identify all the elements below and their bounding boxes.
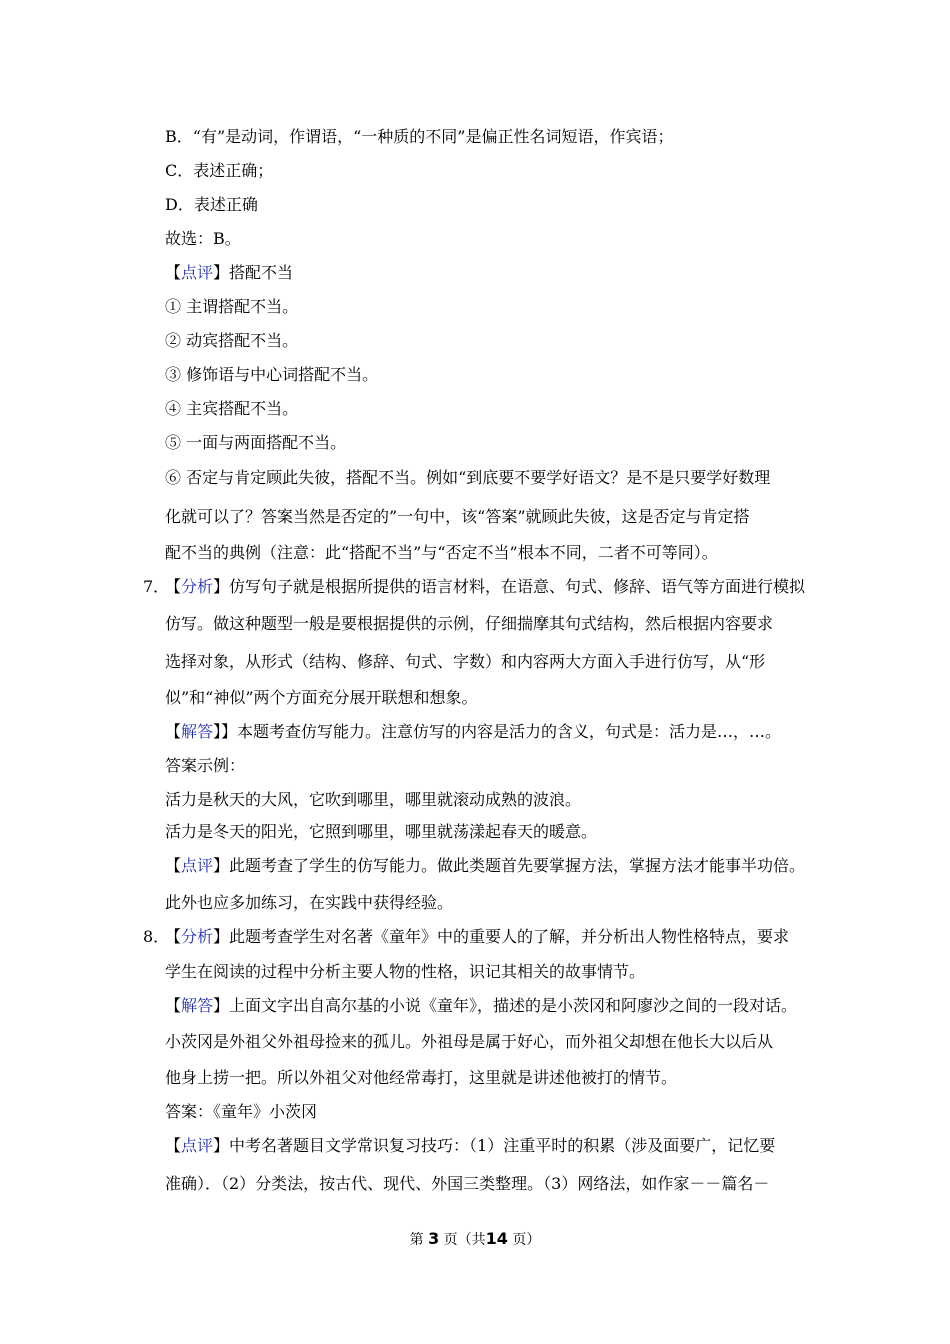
tag-jieda: 解答 [181,996,214,1015]
text-line: 此外也应多加练习，在实践中获得经验。 [165,893,454,912]
comment-line [165,1136,822,1156]
comment-line [165,263,822,283]
text-span: 仿写句子就是根据所提供的语言材料，在语意、句式、修辞、语气等方面进行模拟 [229,577,806,596]
tag-close-bracket: 】 [213,856,230,875]
tag-open-bracket: 【 [165,856,182,875]
tag-dianping: 点评 [181,1136,214,1155]
footer-page-number: 3 [428,1229,440,1248]
tag-jieda: 解答 [181,722,214,741]
text-line: 小茨冈是外祖父外祖母捡来的孤儿。外祖母是属于好心，而外祖父却想在他长大以后从 [165,1032,774,1051]
text-span: 上面文字出自高尔基的小说《童年》，描述的是小茨冈和阿廖沙之间的一段对话。 [229,996,798,1015]
comment-line [165,856,822,876]
text-line: B．“有”是动词，作谓语，“一种质的不同”是偏正性名词短语，作宾语； [165,127,674,146]
footer-total-pages: 14 [485,1229,508,1248]
tag-dianping: 点评 [181,263,214,282]
tag-dianping: 点评 [181,856,214,875]
footer-suffix: 页） [512,1232,541,1248]
text-line: 选择对象，从形式（结构、修辞、句式、字数）和内容两大方面入手进行仿写，从“形 [165,652,766,671]
text-span: 】本题考查仿写能力。注意仿写的内容是活力的含义，句式是：活力是…，…。 [221,722,782,741]
page-footer [0,1229,950,1250]
tag-close-bracket: 】 [213,263,230,282]
answer-line [165,722,822,742]
text-line: 他身上捞一把。所以外祖父对他经常毒打，这里就是讲述他被打的情节。 [165,1068,678,1087]
tag-open-bracket: 【 [165,927,182,946]
footer-middle: 页（共 [443,1232,486,1248]
analysis-line [165,927,822,947]
tag-close-bracket: 】 [213,996,230,1015]
text-span: 此题考查了学生的仿写能力。做此类题首先要掌握方法，掌握方法才能事半功倍。 [229,856,806,875]
text-line: 学生在阅读的过程中分析主要人物的性格，识记其相关的故事情节。 [165,962,646,981]
text-line: D．表述正确 [165,195,258,214]
text-line: 化就可以了？答案当然是否定的”一句中，该“答案”就顾此失彼，这是否定与肯定搭 [165,507,750,526]
text-line: 配不当的典例（注意：此“搭配不当”与“否定不当”根本不同，二者不可等同）。 [165,543,718,562]
text-line: 准确）．（2）分类法，按古代、现代、外国三类整理。（3）网络法，如作家－－篇名－ [165,1174,770,1193]
text-line: 仿写。做这种题型一般是要根据提供的示例，仔细揣摩其句式结构，然后根据内容要求 [165,614,774,633]
text-span: 搭配不当 [229,263,294,282]
tag-close-bracket: 】 [213,577,230,596]
tag-close-bracket: 】 [213,722,222,741]
text-line: 活力是冬天的阳光，它照到哪里，哪里就荡漾起春天的暖意。 [165,822,598,841]
text-line: 活力是秋天的大风，它吹到哪里，哪里就滚动成熟的波浪。 [165,790,582,809]
text-span: 中考名著题目文学常识复习技巧：（1）注重平时的积累（涉及面要广，记忆要 [229,1136,776,1155]
tag-fenxi: 分析 [181,927,214,946]
list-item: ④ 主宾搭配不当。 [165,399,299,418]
text-line: 答案示例： [165,756,246,775]
text-line: 故选：B。 [165,229,241,248]
tag-open-bracket: 【 [165,722,182,741]
list-item: ⑥ 否定与肯定顾此失彼，搭配不当。例如“到底要不要学好语文？是不是只要学好数理 [165,468,771,487]
tag-open-bracket: 【 [165,263,182,282]
text-line: 似”和“神似”两个方面充分展开联想和想象。 [165,688,478,707]
footer-prefix: 第 [409,1232,424,1248]
text-span: 此题考查学生对名著《童年》中的重要人的了解，并分析出人物性格特点，要求 [229,927,790,946]
text-line: C．表述正确； [165,161,274,180]
list-item: ② 动宾搭配不当。 [165,331,299,350]
list-item: ③ 修饰语与中心词搭配不当。 [165,365,379,384]
analysis-line [165,577,822,597]
question-number: 7． [143,577,170,596]
answer-line [165,996,822,1016]
tag-fenxi: 分析 [181,577,214,596]
tag-close-bracket: 】 [213,927,230,946]
tag-open-bracket: 【 [165,996,182,1015]
list-item: ⑤ 一面与两面搭配不当。 [165,433,347,452]
tag-open-bracket: 【 [165,577,182,596]
tag-close-bracket: 】 [213,1136,230,1155]
tag-open-bracket: 【 [165,1136,182,1155]
text-line: 答案：《童年》小茨冈 [165,1102,318,1121]
question-number: 8． [143,927,170,946]
list-item: ① 主谓搭配不当。 [165,297,299,316]
